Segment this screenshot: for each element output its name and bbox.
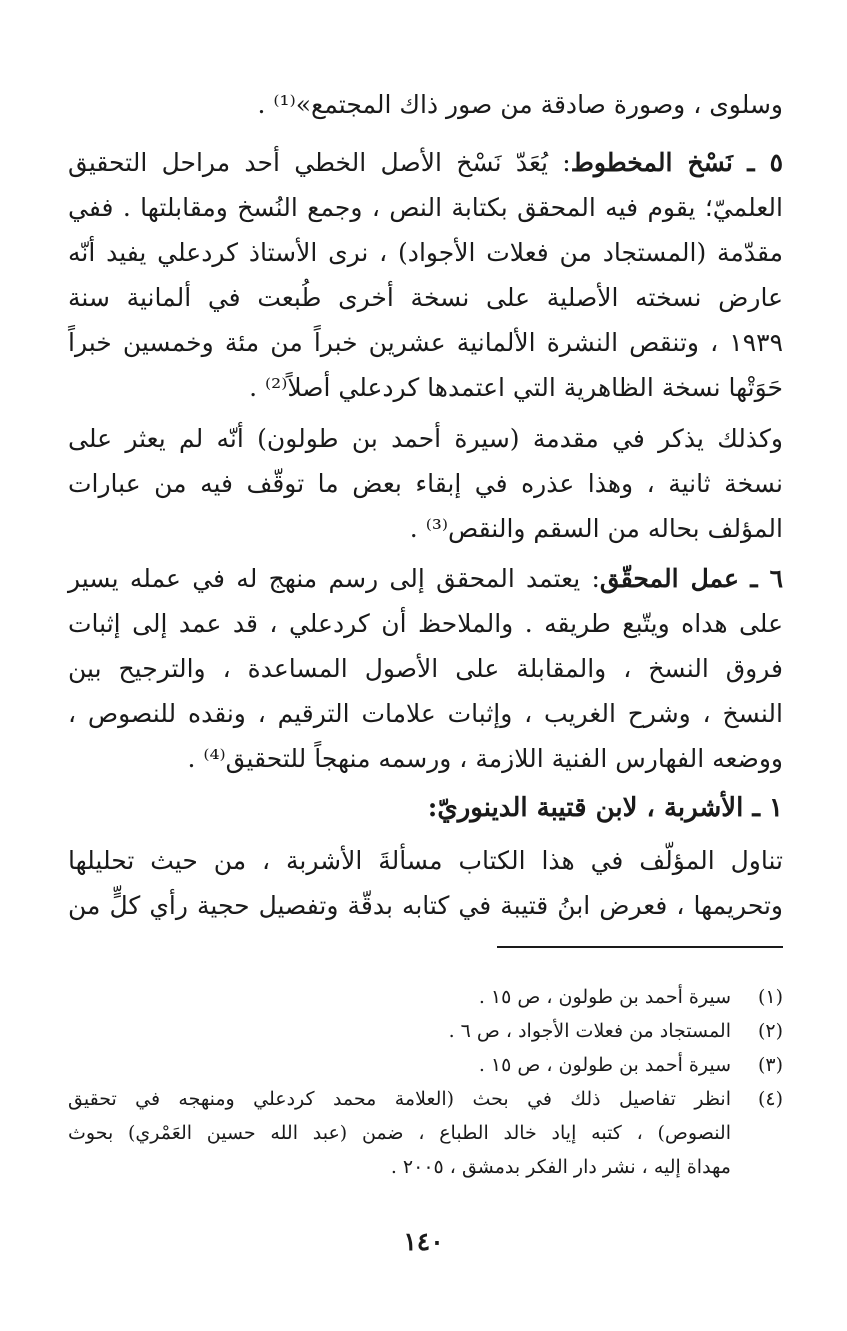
text-line: تناول المؤلّف في هذا الكتاب مسألةَ الأشربة ، من حيث تحليلها	[68, 846, 783, 875]
text-line: المستجاد من فعلات الأجواد ، ص ٦ .	[448, 1020, 731, 1042]
text-fragment: : يُعَدّ نَسْخ الأصل الخطي أحد مراحل التحقيق	[68, 148, 571, 177]
section-5-paragraph	[68, 140, 783, 410]
text-line: سيرة أحمد بن طولون ، ص ١٥ .	[478, 986, 731, 1008]
text-line: ووضعه الفهارس الفنية اللازمة ، ورسمه منهجاً للتحقيق⁽⁴⁾ .	[187, 744, 783, 773]
footnote-number: (٢)	[757, 1020, 783, 1042]
footnote-separator	[497, 946, 783, 948]
footnote-text	[68, 1014, 731, 1048]
paragraph-bottom	[68, 838, 783, 928]
text-line: مهداة إليه ، نشر دار الفكر بدمشق ، ٢٠٠٥ .	[390, 1156, 731, 1178]
text-line: سيرة أحمد بن طولون ، ص ١٥ .	[478, 1054, 731, 1076]
paragraph-top	[68, 82, 783, 127]
section-title: نَسْخ المخطوط	[570, 148, 733, 177]
footnote-text	[68, 1082, 731, 1184]
section-heading: ١ ـ الأشربة ، لابن قتيبة الدينوريّ:	[427, 793, 783, 823]
text-line: النصوص) ، كتبه إياد خالد الطباع ، ضمن (عبد الله حسين العَمْري) بحوث	[68, 1122, 731, 1144]
text-line: العلميّ؛ يقوم فيه المحقق بكتابة النص ، وجمع النُسخ ومقابلتها . ففي	[68, 193, 783, 222]
text-line: المؤلف بحاله من السقم والنقص⁽³⁾ .	[409, 514, 783, 543]
text-line: نسخة ثانية ، وهذا عذره في إبقاء بعض ما توقّف فيه من عبارات	[68, 469, 783, 498]
text-line: ١٩٣٩ ، وتنقص النشرة الألمانية عشرين خبراً من مئة وخمسين خبراً	[68, 328, 783, 357]
footnote-text	[68, 1048, 731, 1082]
footnote-number: (١)	[757, 986, 783, 1008]
section-number: ٦ ـ	[750, 564, 783, 593]
text-fragment: : يعتمد المحقق إلى رسم منهج له في عمله يسير	[68, 564, 600, 593]
text-line: على هداه ويتّبع طريقه . والملاحظ أن كردعلي ، قد عمد إلى إثبات	[68, 609, 783, 638]
footnote-item	[68, 1014, 783, 1048]
text-line	[68, 140, 783, 185]
text-line	[68, 556, 783, 601]
text-line: وتحريمها ، فعرض ابنُ قتيبة في كتابه بدقّة وتفصيل حجية رأي كلٍّ من	[68, 891, 783, 920]
footnote-item	[68, 980, 783, 1014]
text-line: انظر تفاصيل ذلك في بحث (العلامة محمد كردعلي ومنهجه في تحقيق	[68, 1088, 731, 1110]
text-line: عارض نسخته الأصلية على نسخة أخرى طُبعت في ألمانية سنة	[68, 283, 783, 312]
section-number: ٥ ـ	[747, 148, 783, 177]
text-line: وكذلك يذكر في مقدمة (سيرة أحمد بن طولون) أنّه لم يعثر على	[68, 424, 783, 453]
text-line: فروق النسخ ، والمقابلة على الأصول المساعدة ، والترجيح بين	[68, 654, 783, 683]
section-title: عمل المحقّق	[599, 564, 739, 593]
footnote-item	[68, 1082, 783, 1184]
footnote-number: (٣)	[757, 1054, 783, 1076]
text-line: حَوَتْها نسخة الظاهرية التي اعتمدها كردعلي أصلاً⁽²⁾ .	[249, 373, 783, 402]
page-number: ١٤٠	[403, 1227, 444, 1256]
paragraph-also	[68, 416, 783, 551]
footnotes-list	[68, 980, 783, 1184]
text-line: وسلوى ، وصورة صادقة من صور ذاك المجتمع»⁽¹⁾ .	[257, 90, 783, 119]
text-line: النسخ ، وشرح الغريب ، وإثبات علامات الترقيم ، ونقده للنصوص ،	[68, 699, 783, 728]
footnote-text	[68, 980, 731, 1014]
section-6-paragraph	[68, 556, 783, 781]
text-line: مقدّمة (المستجاد من فعلات الأجواد) ، نرى الأستاذ كردعلي يفيد أنّه	[68, 238, 783, 267]
footnote-number: (٤)	[757, 1088, 783, 1110]
footnote-item	[68, 1048, 783, 1082]
